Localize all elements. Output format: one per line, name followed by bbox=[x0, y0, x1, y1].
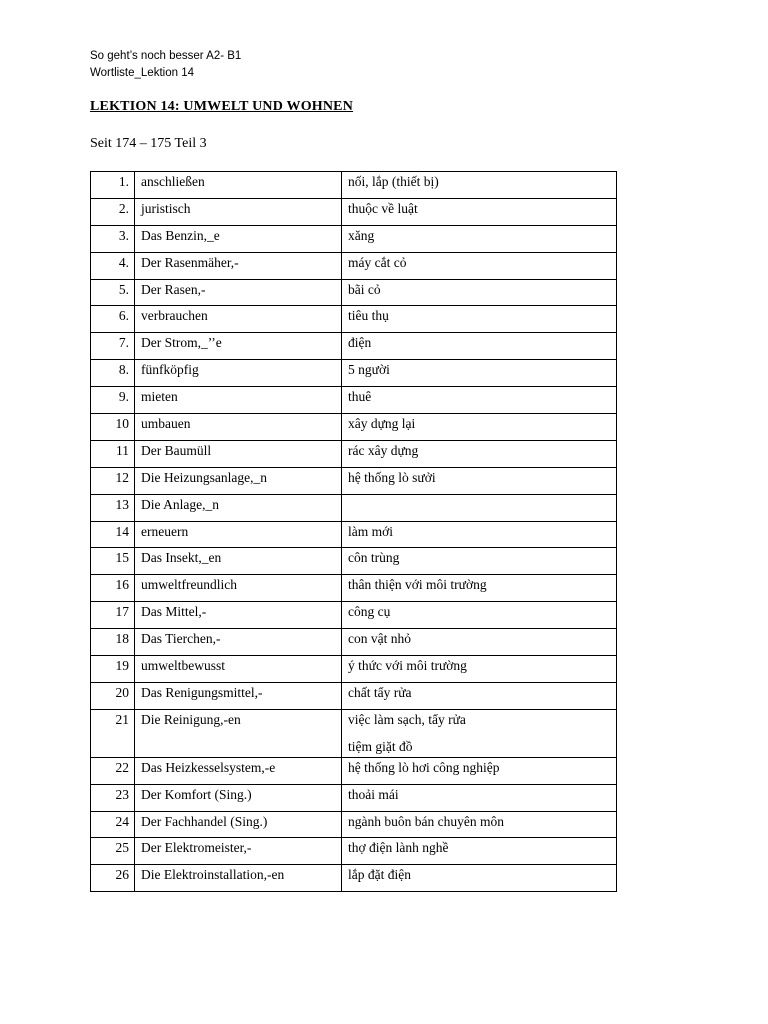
vietnamese-translation bbox=[342, 414, 617, 441]
table-row bbox=[91, 279, 617, 306]
row-number bbox=[91, 709, 135, 757]
table-row bbox=[91, 709, 617, 757]
row-number-text: 5. bbox=[118, 281, 129, 297]
vietnamese-translation-text: hệ thống lò sưởi bbox=[348, 469, 436, 485]
german-word-text: umweltbewusst bbox=[141, 658, 225, 674]
table-row bbox=[91, 629, 617, 656]
row-number-text: 18 bbox=[115, 631, 129, 647]
german-word bbox=[135, 548, 342, 575]
vietnamese-translation bbox=[342, 225, 617, 252]
vietnamese-translation-text: thân thiện với môi trường bbox=[348, 577, 487, 593]
table-row bbox=[91, 252, 617, 279]
table-row bbox=[91, 811, 617, 838]
vietnamese-translation-text: hệ thống lò hơi công nghiệp bbox=[348, 759, 500, 775]
vietnamese-translation bbox=[342, 575, 617, 602]
row-number bbox=[91, 575, 135, 602]
row-number bbox=[91, 360, 135, 387]
vietnamese-translation bbox=[342, 757, 617, 784]
german-word-text: verbrauchen bbox=[141, 308, 208, 324]
table-row bbox=[91, 575, 617, 602]
vietnamese-translation bbox=[342, 656, 617, 683]
row-number bbox=[91, 414, 135, 441]
vietnamese-translation-text: thuộc về luật bbox=[348, 200, 418, 216]
german-word bbox=[135, 414, 342, 441]
vietnamese-translation bbox=[342, 279, 617, 306]
table-row bbox=[91, 656, 617, 683]
row-number-text: 4. bbox=[118, 254, 129, 270]
row-number-text: 1. bbox=[118, 174, 129, 189]
table-row bbox=[91, 682, 617, 709]
german-word bbox=[135, 440, 342, 467]
row-number bbox=[91, 440, 135, 467]
row-number bbox=[91, 548, 135, 575]
vietnamese-translation bbox=[342, 838, 617, 865]
vietnamese-translation bbox=[342, 387, 617, 414]
german-word bbox=[135, 709, 342, 757]
german-word-text: Die Reinigung,-en bbox=[141, 711, 241, 727]
vietnamese-translation-text: thoải mái bbox=[348, 786, 399, 802]
german-word-text: Das Renigungsmittel,- bbox=[141, 684, 263, 700]
vietnamese-translation-text: máy cắt cỏ bbox=[348, 254, 407, 270]
vietnamese-translation bbox=[342, 467, 617, 494]
row-number bbox=[91, 225, 135, 252]
vietnamese-translation-text: côn trùng bbox=[348, 550, 400, 566]
vietnamese-translation-text: thuê bbox=[348, 389, 372, 405]
german-word bbox=[135, 306, 342, 333]
german-word-text: Der Elektromeister,- bbox=[141, 840, 252, 856]
row-number bbox=[91, 467, 135, 494]
row-number-text: 6. bbox=[118, 308, 129, 324]
row-number bbox=[91, 865, 135, 892]
german-word bbox=[135, 360, 342, 387]
german-word bbox=[135, 198, 342, 225]
german-word-text: Das Benzin,_e bbox=[141, 227, 220, 243]
row-number-text: 24 bbox=[115, 813, 129, 829]
row-number bbox=[91, 656, 135, 683]
row-number bbox=[91, 757, 135, 784]
vietnamese-translation bbox=[342, 521, 617, 548]
vietnamese-translation bbox=[342, 682, 617, 709]
row-number-text: 23 bbox=[115, 786, 129, 802]
table-row bbox=[91, 306, 617, 333]
german-word bbox=[135, 467, 342, 494]
table-row bbox=[91, 521, 617, 548]
row-number-text: 10 bbox=[115, 416, 129, 432]
german-word bbox=[135, 252, 342, 279]
vietnamese-translation bbox=[342, 306, 617, 333]
german-word bbox=[135, 172, 342, 199]
vietnamese-translation bbox=[342, 360, 617, 387]
german-word bbox=[135, 865, 342, 892]
wordlist-label: Wortliste_Lektion 14 bbox=[90, 67, 194, 79]
vietnamese-translation-text: 5 người bbox=[348, 362, 390, 378]
table-row bbox=[91, 414, 617, 441]
row-number bbox=[91, 811, 135, 838]
row-number bbox=[91, 333, 135, 360]
row-number bbox=[91, 682, 135, 709]
german-word-text: Das Heizkesselsystem,-e bbox=[141, 759, 276, 775]
german-word-text: Der Strom,_’’e bbox=[141, 335, 222, 351]
table-row bbox=[91, 172, 617, 199]
german-word-text: Der Baumüll bbox=[141, 442, 212, 458]
row-number-text: 3. bbox=[118, 227, 129, 243]
table-row bbox=[91, 467, 617, 494]
vietnamese-translation-text: điện bbox=[348, 335, 372, 351]
german-word bbox=[135, 629, 342, 656]
row-number-text: 26 bbox=[115, 867, 129, 883]
vietnamese-translation-text: ngành buôn bán chuyên môn bbox=[348, 813, 504, 829]
row-number-text: 19 bbox=[115, 658, 129, 674]
table-row bbox=[91, 440, 617, 467]
vietnamese-translation bbox=[342, 629, 617, 656]
vietnamese-translation bbox=[342, 784, 617, 811]
vietnamese-translation-text: nối, lắp (thiết bị) bbox=[348, 174, 439, 189]
vietnamese-translation-text: chất tẩy rửa bbox=[348, 684, 412, 700]
row-number-text: 2. bbox=[118, 200, 129, 216]
table-row bbox=[91, 333, 617, 360]
vietnamese-translation-text: thợ điện lành nghề bbox=[348, 840, 449, 856]
german-word bbox=[135, 682, 342, 709]
german-word bbox=[135, 838, 342, 865]
table-row bbox=[91, 865, 617, 892]
table-row bbox=[91, 225, 617, 252]
row-number-text: 8. bbox=[118, 362, 129, 378]
german-word-text: Der Rasenmäher,- bbox=[141, 254, 239, 270]
vietnamese-translation-text: làm mới bbox=[348, 523, 394, 539]
row-number-text: 9. bbox=[118, 389, 129, 405]
row-number-text: 20 bbox=[115, 684, 129, 700]
german-word-text: umbauen bbox=[141, 416, 191, 432]
german-word-text: fünfköpfig bbox=[141, 362, 199, 378]
row-number bbox=[91, 784, 135, 811]
vietnamese-translation bbox=[342, 865, 617, 892]
row-number-text: 25 bbox=[115, 840, 129, 856]
german-word-text: Die Heizungsanlage,_n bbox=[141, 469, 267, 485]
german-word-text: Das Mittel,- bbox=[141, 604, 207, 620]
german-word-text: Der Fachhandel (Sing.) bbox=[141, 813, 268, 829]
vietnamese-translation bbox=[342, 709, 617, 757]
vietnamese-translation bbox=[342, 333, 617, 360]
row-number bbox=[91, 198, 135, 225]
german-word-text: umweltfreundlich bbox=[141, 577, 237, 593]
vietnamese-translation-text: con vật nhỏ bbox=[348, 631, 411, 647]
vietnamese-translation-text: xăng bbox=[348, 227, 375, 243]
row-number bbox=[91, 629, 135, 656]
table-row bbox=[91, 387, 617, 414]
row-number bbox=[91, 279, 135, 306]
german-word-text: Das Tierchen,- bbox=[141, 631, 221, 647]
row-number-text: 14 bbox=[115, 523, 129, 539]
german-word bbox=[135, 225, 342, 252]
vietnamese-translation bbox=[342, 172, 617, 199]
german-word-text: erneuern bbox=[141, 523, 189, 539]
german-word-text: Das Insekt,_en bbox=[141, 550, 222, 566]
table-row bbox=[91, 602, 617, 629]
german-word-text: anschließen bbox=[141, 174, 205, 189]
table-row bbox=[91, 548, 617, 575]
vietnamese-translation-text: ý thức với môi trường bbox=[348, 658, 467, 674]
vietnamese-translation bbox=[342, 198, 617, 225]
vietnamese-translation-alt: tiệm giặt đồ bbox=[348, 738, 413, 754]
row-number bbox=[91, 521, 135, 548]
table-row bbox=[91, 757, 617, 784]
german-word-text: Der Komfort (Sing.) bbox=[141, 786, 252, 802]
row-number-text: 17 bbox=[115, 604, 129, 620]
vietnamese-translation-text: rác xây dựng bbox=[348, 442, 419, 458]
row-number bbox=[91, 306, 135, 333]
vietnamese-translation-text: bãi cỏ bbox=[348, 281, 381, 297]
table-row bbox=[91, 494, 617, 521]
lesson-title: LEKTION 14: UMWELT UND WOHNEN bbox=[90, 99, 354, 114]
german-word bbox=[135, 279, 342, 306]
german-word bbox=[135, 656, 342, 683]
vietnamese-translation bbox=[342, 548, 617, 575]
row-number bbox=[91, 172, 135, 199]
german-word-text: juristisch bbox=[141, 200, 191, 216]
german-word bbox=[135, 521, 342, 548]
page-reference: Seit 174 – 175 Teil 3 bbox=[90, 136, 207, 151]
german-word bbox=[135, 494, 342, 521]
vietnamese-translation bbox=[342, 811, 617, 838]
german-word-text: Die Anlage,_n bbox=[141, 496, 219, 512]
vietnamese-translation-text: xây dựng lại bbox=[348, 416, 416, 432]
table-row bbox=[91, 838, 617, 865]
row-number-text: 12 bbox=[115, 469, 129, 485]
german-word bbox=[135, 575, 342, 602]
vietnamese-translation-text: công cụ bbox=[348, 604, 391, 620]
row-number-text: 16 bbox=[115, 577, 129, 593]
document-header bbox=[90, 48, 241, 82]
row-number bbox=[91, 252, 135, 279]
vietnamese-translation bbox=[342, 494, 617, 521]
vocabulary-table bbox=[90, 171, 617, 892]
german-word-text: Die Elektroinstallation,-en bbox=[141, 867, 285, 883]
table-row bbox=[91, 198, 617, 225]
row-number bbox=[91, 838, 135, 865]
german-word-text: Der Rasen,- bbox=[141, 281, 206, 297]
row-number-text: 11 bbox=[116, 442, 129, 458]
vietnamese-translation-text: tiêu thụ bbox=[348, 308, 389, 324]
table-row bbox=[91, 360, 617, 387]
table-row bbox=[91, 784, 617, 811]
german-word-text: mieten bbox=[141, 389, 178, 405]
row-number bbox=[91, 494, 135, 521]
vietnamese-translation bbox=[342, 440, 617, 467]
row-number-text: 15 bbox=[115, 550, 129, 566]
german-word bbox=[135, 784, 342, 811]
vietnamese-translation bbox=[342, 252, 617, 279]
vietnamese-translation bbox=[342, 602, 617, 629]
row-number-text: 13 bbox=[115, 496, 129, 512]
row-number bbox=[91, 387, 135, 414]
german-word bbox=[135, 602, 342, 629]
row-number-text: 21 bbox=[115, 711, 129, 727]
row-number bbox=[91, 602, 135, 629]
vietnamese-translation-text: lắp đặt điện bbox=[348, 867, 411, 883]
row-number-text: 22 bbox=[115, 759, 129, 775]
german-word bbox=[135, 333, 342, 360]
german-word bbox=[135, 387, 342, 414]
vietnamese-translation-text: việc làm sạch, tẩy rửa bbox=[348, 711, 466, 727]
german-word bbox=[135, 757, 342, 784]
row-number-text: 7. bbox=[118, 335, 129, 351]
german-word bbox=[135, 811, 342, 838]
course-title: So geht’s noch besser A2- B1 bbox=[90, 50, 242, 62]
